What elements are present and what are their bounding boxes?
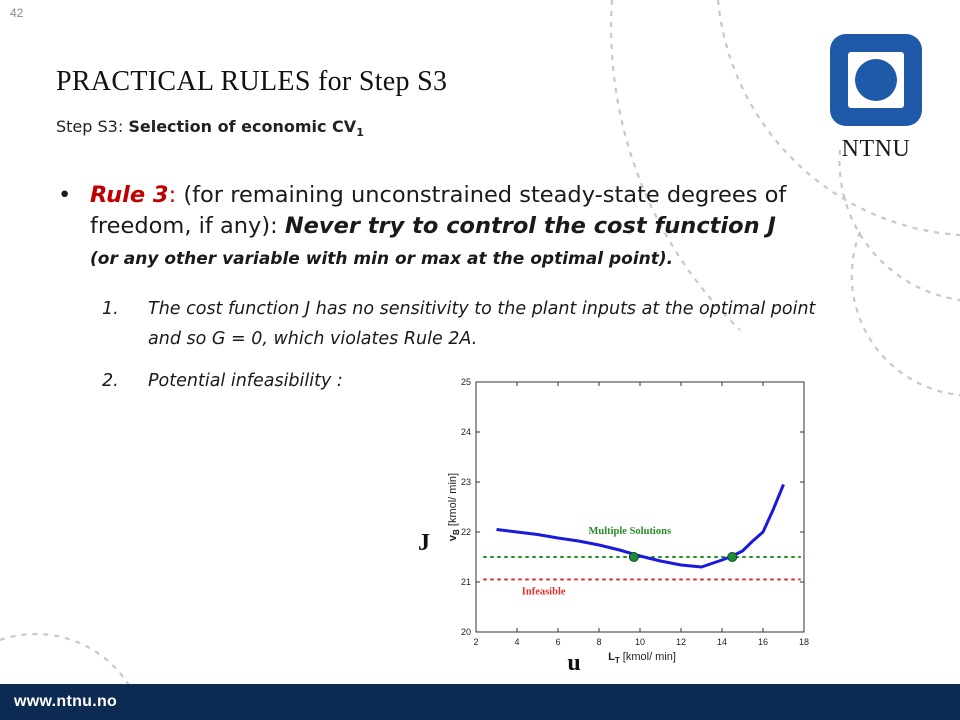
rule-3-bullet: [58, 180, 848, 274]
x-tick-label: 10: [634, 637, 646, 647]
cost-function-chart: [404, 366, 820, 682]
y-tick-label: 22: [460, 527, 471, 537]
list-item-text: The cost function J has no sensitivity to the plant inputs at the optimal point and so G = 0, which violates Rule 2A.: [148, 299, 816, 349]
subtitle-prefix: Step S3:: [56, 117, 129, 136]
y-tick-label: 24: [460, 427, 471, 437]
list-item: [102, 294, 822, 354]
y-tick-label: 20: [460, 627, 471, 637]
y-tick-label: 21: [460, 577, 471, 587]
x-tick-label: 14: [716, 637, 728, 647]
logo-wordmark: NTNU: [841, 136, 911, 162]
rule-text: (for remaining unconstrained steady-state degrees of freedom, if any):: [90, 182, 787, 239]
rule-label: Rule 3: [90, 182, 169, 208]
y-axis-label: $v_B$ [kmol/ min]: [447, 472, 461, 542]
y-tick-label: 25: [460, 377, 471, 387]
ntnu-logo: [826, 34, 926, 162]
solution-point: [629, 553, 638, 562]
y-symbol: J: [418, 530, 430, 556]
x-tick-label: 12: [675, 637, 687, 647]
x-tick-label: 16: [757, 637, 769, 647]
footer-url[interactable]: www.ntnu.no: [14, 693, 118, 710]
subtitle-bold: Selection of economic CV: [128, 117, 357, 136]
rule-emphasis: Never try to control the cost function J: [284, 213, 776, 239]
x-tick-label: 6: [555, 637, 561, 647]
logo-mark: [830, 34, 922, 126]
list-item-number: 2.: [102, 371, 119, 391]
x-axis-label: $L_T$ [kmol/ min]: [608, 651, 676, 665]
y-tick-label: 23: [460, 477, 471, 487]
subtitle-subscript: 1: [356, 126, 364, 140]
rule-note: (or any other variable with min or max at the optimal point).: [90, 249, 674, 269]
x-tick-label: 8: [596, 637, 602, 647]
solution-point: [728, 553, 737, 562]
list-item-text: Potential infeasibility :: [148, 371, 343, 391]
page-title: PRACTICAL RULES for Step S3: [56, 66, 448, 97]
annotation-label: Infeasible: [521, 586, 566, 598]
slide-number: 42: [10, 6, 24, 20]
rule-colon: :: [168, 182, 177, 208]
list-item-number: 1.: [102, 299, 119, 319]
bullet-glyph: •: [58, 182, 72, 208]
x-symbol: u: [567, 650, 581, 676]
x-tick-label: 4: [514, 637, 520, 647]
x-tick-label: 2: [473, 637, 479, 647]
footer-bar: [0, 684, 960, 720]
subtitle: [56, 117, 364, 139]
annotation-label: Multiple Solutions: [588, 526, 672, 537]
x-tick-label: 18: [798, 637, 810, 647]
